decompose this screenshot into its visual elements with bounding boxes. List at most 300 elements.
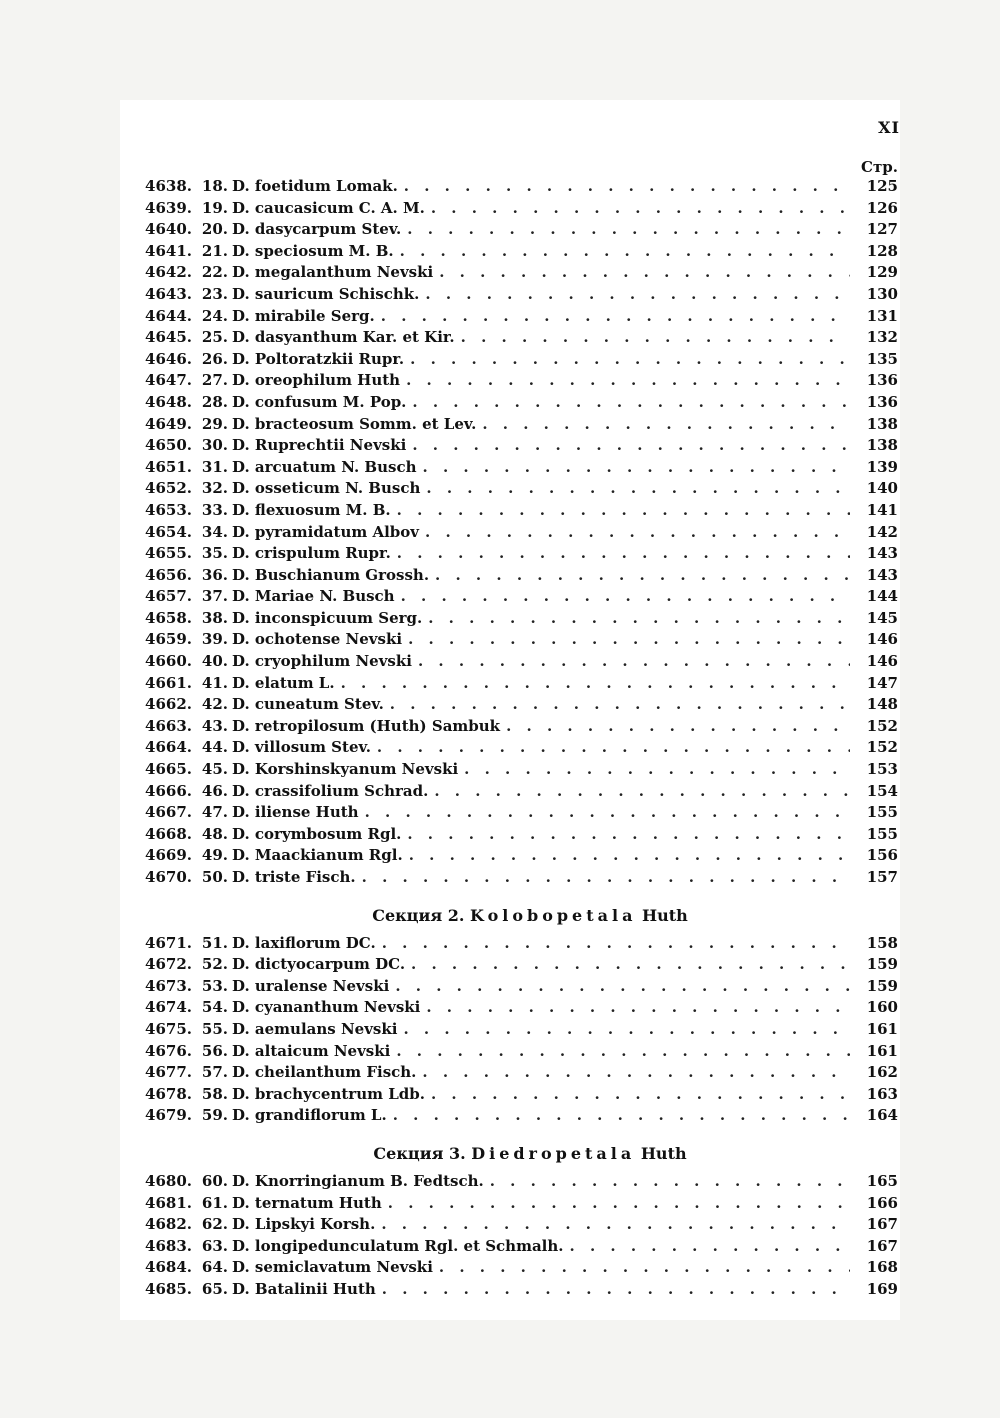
dot-leader: [382, 933, 850, 955]
list-item: [120, 1193, 900, 1215]
list-item: [120, 327, 900, 349]
entry-page-ref: 161: [866, 1041, 898, 1060]
entry-name: D. triste Fisch.: [232, 868, 356, 886]
entry-page-ref: 155: [866, 824, 898, 843]
dot-leader: [401, 586, 850, 608]
entry-page-ref: 154: [866, 781, 898, 800]
entry-page-ref: 138: [866, 436, 898, 455]
entry-name: D. Buschianum Grossh.: [232, 565, 430, 584]
entry-index: 19.: [201, 198, 228, 217]
list-item: [120, 759, 900, 781]
entry-page-ref: 139: [866, 457, 898, 476]
entry-page-ref: 166: [866, 1193, 898, 1212]
entry-index: 36.: [201, 565, 228, 584]
entry-index: 25.: [201, 328, 228, 347]
dot-leader: [422, 1062, 850, 1084]
entry-index: 24.: [201, 306, 228, 325]
entry-index: 57.: [201, 1063, 228, 1082]
entry-page-ref: 159: [866, 976, 898, 995]
entry-index: 48.: [201, 824, 228, 843]
entry-name: D. sauricum Schischk.: [232, 284, 420, 303]
entry-number: 4681.: [145, 1193, 192, 1212]
list-item: [120, 435, 900, 457]
entry-name: D. cheilanthum Fisch.: [232, 1063, 417, 1082]
list-item: [120, 716, 900, 738]
dot-leader: [423, 457, 851, 479]
entry-index: 53.: [201, 976, 228, 995]
section-author: Huth: [640, 1143, 687, 1163]
entry-page-ref: 160: [866, 998, 898, 1017]
dot-leader: [365, 802, 850, 824]
entry-page-ref: 129: [866, 263, 898, 282]
entry-number: 4663.: [145, 716, 192, 735]
entry-index: 52.: [201, 955, 228, 974]
entry-page-ref: 159: [866, 955, 898, 974]
list-item: [120, 241, 900, 263]
dot-leader: [434, 781, 850, 803]
entry-index: 42.: [201, 695, 228, 714]
list-item: [120, 1236, 900, 1258]
entry-number: 4671.: [145, 933, 192, 952]
entry-page-ref: 168: [866, 1258, 898, 1277]
entry-page-ref: 135: [866, 349, 898, 368]
list-item: [120, 219, 900, 241]
list-item: [120, 349, 900, 371]
table-of-contents: [120, 176, 900, 1301]
entry-index: 30.: [201, 436, 228, 455]
dot-leader: [439, 1257, 850, 1279]
list-item: [120, 933, 900, 955]
entry-page-ref: 126: [866, 198, 898, 217]
entry-index: 54.: [201, 998, 228, 1017]
dot-leader: [388, 1193, 850, 1215]
entry-page-ref: 146: [866, 652, 898, 671]
entry-index: 43.: [201, 716, 228, 735]
dot-leader: [426, 997, 850, 1019]
list-item: [120, 845, 900, 867]
dot-leader: [435, 565, 850, 587]
dot-leader: [431, 1084, 850, 1106]
entry-page-ref: 157: [866, 868, 898, 886]
document-page: [120, 100, 900, 1320]
entry-index: 39.: [201, 630, 228, 649]
dot-leader: [403, 1019, 850, 1041]
entry-page-ref: 131: [866, 306, 898, 325]
section-prefix: Секция 2.: [372, 905, 465, 925]
entry-list-section-3: [120, 1171, 900, 1301]
entry-number: 4674.: [145, 998, 192, 1017]
list-item: [120, 694, 900, 716]
entry-page-ref: 161: [866, 1019, 898, 1038]
entry-number: 4660.: [145, 652, 192, 671]
entry-number: 4656.: [145, 565, 192, 584]
entry-number: 4658.: [145, 608, 192, 627]
entry-index: 18.: [201, 177, 228, 195]
entry-page-ref: 152: [866, 738, 898, 757]
entry-name: D. arcuatum N. Busch: [232, 457, 417, 476]
entry-name: D. ternatum Huth: [232, 1193, 382, 1212]
entry-page-ref: 163: [866, 1084, 898, 1103]
list-item: [120, 1019, 900, 1041]
dot-leader: [461, 327, 850, 349]
list-item: [120, 1171, 900, 1193]
entry-number: 4638.: [145, 177, 192, 195]
entry-number: 4678.: [145, 1084, 192, 1103]
entry-number: 4642.: [145, 263, 192, 282]
entry-page-ref: 136: [866, 392, 898, 411]
dot-leader: [412, 392, 850, 414]
entry-number: 4685.: [145, 1279, 192, 1298]
entry-page-ref: 162: [866, 1063, 898, 1082]
page-number: XI: [878, 118, 900, 137]
entry-name: D. caucasicum C. A. M.: [232, 198, 425, 217]
entry-number: 4684.: [145, 1258, 192, 1277]
entry-page-ref: 169: [866, 1279, 898, 1298]
entry-index: 37.: [201, 587, 228, 606]
entry-number: 4645.: [145, 328, 192, 347]
dot-leader: [426, 478, 850, 500]
entry-name: D. uralense Nevski: [232, 976, 390, 995]
entry-index: 49.: [201, 846, 228, 865]
list-item: [120, 478, 900, 500]
entry-number: 4657.: [145, 587, 192, 606]
entry-number: 4665.: [145, 760, 192, 779]
entry-name: D. Lipskyi Korsh.: [232, 1215, 376, 1234]
entry-index: 28.: [201, 392, 228, 411]
list-item: [120, 457, 900, 479]
dot-leader: [570, 1236, 850, 1258]
dot-leader: [407, 824, 850, 846]
entry-number: 4644.: [145, 306, 192, 325]
entry-page-ref: 158: [866, 933, 898, 952]
entry-page-ref: 142: [866, 522, 898, 541]
dot-leader: [390, 694, 850, 716]
list-item: [120, 284, 900, 306]
entry-name: D. cryophilum Nevski: [232, 652, 412, 671]
dot-leader: [418, 651, 850, 673]
section-heading-3: [120, 1143, 900, 1165]
entry-name: D. Batalinii Huth: [232, 1279, 376, 1298]
entry-name: D. osseticum N. Busch: [232, 479, 421, 498]
list-item: [120, 565, 900, 587]
entry-name: D. inconspicuum Serg.: [232, 608, 423, 627]
entry-name: D. Ruprechtii Nevski: [232, 436, 407, 455]
entry-name: D. corymbosum Rgl.: [232, 824, 402, 843]
entry-index: 47.: [201, 803, 228, 822]
entry-number: 4640.: [145, 220, 192, 239]
entry-name: D. dictyocarpum DC.: [232, 955, 406, 974]
entry-index: 45.: [201, 760, 228, 779]
entry-number: 4666.: [145, 781, 192, 800]
entry-page-ref: 127: [866, 220, 898, 239]
list-item: [120, 370, 900, 392]
list-item: [120, 781, 900, 803]
list-item: [120, 1084, 900, 1106]
dot-leader: [410, 349, 850, 371]
entry-index: 20.: [201, 220, 228, 239]
dot-leader: [381, 306, 850, 328]
entry-name: D. brachycentrum Ldb.: [232, 1084, 425, 1103]
entry-page-ref: 165: [866, 1171, 898, 1190]
entry-name: D. Poltoratzkii Rupr.: [232, 349, 405, 368]
entry-name: D. mirabile Serg.: [232, 306, 375, 325]
entry-page-ref: 148: [866, 695, 898, 714]
list-item: [120, 1105, 900, 1127]
list-item: [120, 392, 900, 414]
entry-page-ref: 167: [866, 1215, 898, 1234]
list-item: [120, 651, 900, 673]
section-name: Diedropetala: [471, 1143, 636, 1163]
list-item: [120, 997, 900, 1019]
entry-index: 35.: [201, 544, 228, 563]
entry-index: 38.: [201, 608, 228, 627]
entry-number: 4675.: [145, 1019, 192, 1038]
entry-page-ref: 132: [866, 328, 898, 347]
entry-page-ref: 138: [866, 414, 898, 433]
entry-name: D. foetidum Lomak.: [232, 177, 398, 195]
entry-page-ref: 143: [866, 544, 898, 563]
entry-index: 22.: [201, 263, 228, 282]
list-item: [120, 976, 900, 998]
entry-number: 4653.: [145, 500, 192, 519]
entry-page-ref: 164: [866, 1106, 898, 1125]
entry-index: 59.: [201, 1106, 228, 1125]
dot-leader: [395, 976, 850, 998]
dot-leader: [439, 262, 850, 284]
list-item: [120, 1214, 900, 1236]
list-item: [120, 608, 900, 630]
list-item: [120, 522, 900, 544]
entry-number: 4652.: [145, 479, 192, 498]
entry-name: D. dasyanthum Kar. et Kir.: [232, 328, 455, 347]
list-item: [120, 414, 900, 436]
page-column-header: Стр.: [861, 158, 898, 176]
entry-index: 50.: [201, 868, 228, 886]
dot-leader: [341, 673, 850, 695]
entry-list-section-1: [120, 176, 900, 889]
entry-number: 4649.: [145, 414, 192, 433]
entry-index: 51.: [201, 933, 228, 952]
entry-page-ref: 128: [866, 241, 898, 260]
entry-page-ref: 125: [866, 177, 898, 195]
entry-page-ref: 140: [866, 479, 898, 498]
dot-leader: [490, 1171, 850, 1193]
entry-name: D. dasycarpum Stev.: [232, 220, 402, 239]
entry-index: 44.: [201, 738, 228, 757]
list-item: [120, 673, 900, 695]
entry-name: D. confusum M. Pop.: [232, 392, 407, 411]
entry-name: D. Mariae N. Busch: [232, 587, 395, 606]
entry-page-ref: 153: [866, 760, 898, 779]
entry-name: D. flexuosum M. B.: [232, 500, 391, 519]
list-item: [120, 802, 900, 824]
entry-number: 4646.: [145, 349, 192, 368]
list-item: [120, 543, 900, 565]
list-item: [120, 629, 900, 651]
dot-leader: [411, 954, 850, 976]
list-item: [120, 1257, 900, 1279]
entry-index: 31.: [201, 457, 228, 476]
entry-number: 4672.: [145, 955, 192, 974]
dot-leader: [406, 370, 850, 392]
dot-leader: [412, 435, 850, 457]
entry-name: D. iliense Huth: [232, 803, 359, 822]
entry-number: 4673.: [145, 976, 192, 995]
list-item: [120, 867, 900, 889]
entry-number: 4659.: [145, 630, 192, 649]
entry-page-ref: 152: [866, 716, 898, 735]
entry-index: 21.: [201, 241, 228, 260]
dot-leader: [428, 608, 850, 630]
entry-index: 46.: [201, 781, 228, 800]
entry-number: 4654.: [145, 522, 192, 541]
entry-list-section-2: [120, 933, 900, 1127]
entry-index: 64.: [201, 1258, 228, 1277]
entry-number: 4680.: [145, 1171, 192, 1190]
entry-number: 4639.: [145, 198, 192, 217]
entry-page-ref: 130: [866, 284, 898, 303]
entry-index: 34.: [201, 522, 228, 541]
entry-page-ref: 155: [866, 803, 898, 822]
entry-name: D. bracteosum Somm. et Lev.: [232, 414, 477, 433]
entry-index: 27.: [201, 371, 228, 390]
dot-leader: [409, 845, 850, 867]
dot-leader: [382, 1279, 850, 1301]
entry-number: 4661.: [145, 673, 192, 692]
section-author: Huth: [642, 905, 688, 925]
dot-leader: [431, 198, 850, 220]
entry-name: D. aemulans Nevski: [232, 1019, 398, 1038]
entry-name: D. laxiflorum DC.: [232, 933, 376, 952]
entry-index: 23.: [201, 284, 228, 303]
list-item: [120, 1062, 900, 1084]
entry-index: 55.: [201, 1019, 228, 1038]
list-item: [120, 1041, 900, 1063]
entry-index: 60.: [201, 1171, 228, 1190]
entry-number: 4643.: [145, 284, 192, 303]
list-item: [120, 500, 900, 522]
entry-number: 4668.: [145, 824, 192, 843]
entry-page-ref: 145: [866, 608, 898, 627]
entry-number: 4669.: [145, 846, 192, 865]
entry-name: D. megalanthum Nevski: [232, 263, 434, 282]
entry-index: 26.: [201, 349, 228, 368]
entry-page-ref: 141: [866, 500, 898, 519]
entry-number: 4676.: [145, 1041, 192, 1060]
entry-index: 41.: [201, 673, 228, 692]
entry-name: D. crispulum Rupr.: [232, 544, 391, 563]
list-item: [120, 737, 900, 759]
entry-number: 4641.: [145, 241, 192, 260]
dot-leader: [464, 759, 850, 781]
entry-index: 29.: [201, 414, 228, 433]
entry-number: 4664.: [145, 738, 192, 757]
entry-name: D. oreophilum Huth: [232, 371, 401, 390]
entry-number: 4662.: [145, 695, 192, 714]
dot-leader: [393, 1105, 850, 1127]
entry-number: 4679.: [145, 1106, 192, 1125]
entry-name: D. Knorringianum B. Fedtsch.: [232, 1171, 484, 1190]
entry-name: D. ochotense Nevski: [232, 630, 403, 649]
dot-leader: [425, 522, 850, 544]
dot-leader: [506, 716, 850, 738]
entry-name: D. cyananthum Nevski: [232, 998, 421, 1017]
entry-number: 4655.: [145, 544, 192, 563]
entry-index: 61.: [201, 1193, 228, 1212]
entry-page-ref: 167: [866, 1236, 898, 1255]
list-item: [120, 198, 900, 220]
dot-leader: [408, 629, 850, 651]
entry-index: 32.: [201, 479, 228, 498]
dot-leader: [377, 737, 850, 759]
entry-name: D. Korshinskyanum Nevski: [232, 760, 459, 779]
entry-number: 4647.: [145, 371, 192, 390]
entry-name: D. crassifolium Schrad.: [232, 781, 429, 800]
entry-number: 4648.: [145, 392, 192, 411]
dot-leader: [396, 1041, 850, 1063]
entry-page-ref: 147: [866, 673, 898, 692]
entry-name: D. villosum Stev.: [232, 738, 371, 757]
list-item: [120, 824, 900, 846]
entry-name: D. elatum L.: [232, 673, 335, 692]
entry-number: 4683.: [145, 1236, 192, 1255]
list-item: [120, 954, 900, 976]
entry-number: 4667.: [145, 803, 192, 822]
entry-name: D. pyramidatum Albov: [232, 522, 419, 541]
entry-name: D. semiclavatum Nevski: [232, 1258, 433, 1277]
list-item: [120, 586, 900, 608]
dot-leader: [381, 1214, 850, 1236]
section-heading-2: [120, 905, 900, 927]
entry-index: 56.: [201, 1041, 228, 1060]
dot-leader: [397, 500, 850, 522]
entry-name: D. cuneatum Stev.: [232, 695, 384, 714]
dot-leader: [407, 219, 850, 241]
dot-leader: [362, 867, 850, 889]
entry-page-ref: 156: [866, 846, 898, 865]
list-item: [120, 176, 900, 198]
entry-name: D. retropilosum (Huth) Sambuk: [232, 716, 501, 735]
list-item: [120, 1279, 900, 1301]
section-name: Kolobopetala: [470, 905, 637, 925]
entry-index: 58.: [201, 1084, 228, 1103]
entry-index: 62.: [201, 1215, 228, 1234]
entry-number: 4682.: [145, 1215, 192, 1234]
entry-name: D. altaicum Nevski: [232, 1041, 391, 1060]
entry-page-ref: 143: [866, 565, 898, 584]
section-prefix: Секция 3.: [373, 1143, 466, 1163]
entry-page-ref: 146: [866, 630, 898, 649]
entry-index: 65.: [201, 1279, 228, 1298]
list-item: [120, 262, 900, 284]
dot-leader: [482, 414, 850, 436]
entry-index: 33.: [201, 500, 228, 519]
entry-page-ref: 144: [866, 587, 898, 606]
entry-number: 4650.: [145, 436, 192, 455]
entry-name: D. Maackianum Rgl.: [232, 846, 403, 865]
entry-number: 4670.: [145, 868, 192, 886]
list-item: [120, 306, 900, 328]
entry-name: D. longipedunculatum Rgl. et Schmalh.: [232, 1236, 564, 1255]
entry-name: D. speciosum M. B.: [232, 241, 394, 260]
entry-number: 4651.: [145, 457, 192, 476]
entry-index: 40.: [201, 652, 228, 671]
entry-page-ref: 136: [866, 371, 898, 390]
entry-number: 4677.: [145, 1063, 192, 1082]
dot-leader: [404, 176, 850, 198]
entry-name: D. grandiflorum L.: [232, 1106, 387, 1125]
dot-leader: [397, 543, 850, 565]
